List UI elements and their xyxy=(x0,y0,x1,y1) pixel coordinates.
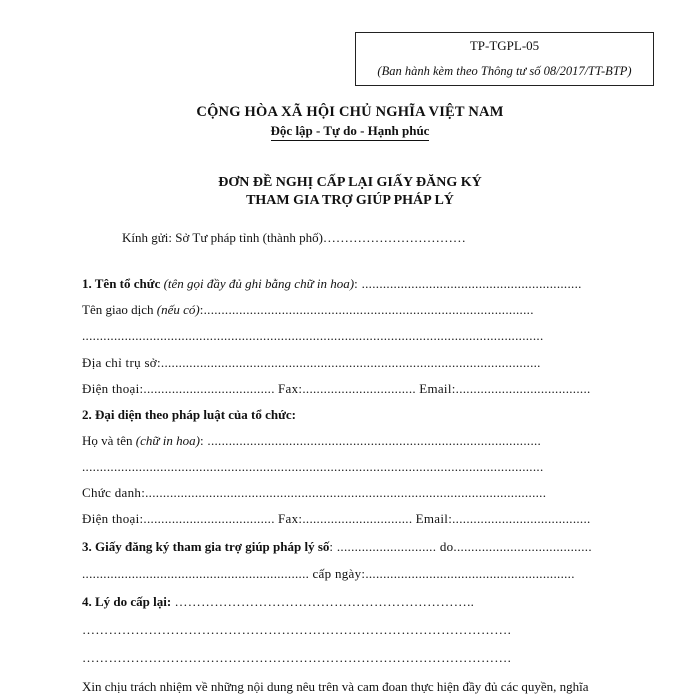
form-title-line2: THAM GIA TRỢ GIÚP PHÁP LÝ xyxy=(246,193,454,208)
issue-date-line[interactable] xyxy=(82,566,575,582)
org-contact-line xyxy=(82,381,591,397)
rep-contact-line xyxy=(82,511,591,527)
issuer-dots: ................................................................ xyxy=(82,566,310,581)
address-field[interactable]: Địa chỉ trụ sở:........................................................................................................... xyxy=(82,355,541,370)
org-fax-field[interactable]: Fax:................................ xyxy=(278,381,416,396)
trade-name-continuation[interactable]: .................................................................................................................................. xyxy=(82,328,544,343)
recipient-line: Kính gửi: Sở Tư pháp tỉnh (thành phố)…………………………… xyxy=(122,230,466,245)
rep-name-field[interactable] xyxy=(82,433,541,449)
org-name-label: 1. Tên tổ chức xyxy=(82,276,161,291)
motto xyxy=(0,123,700,139)
declaration-text: Xin chịu trách nhiệm về những nội dung nêu trên và cam đoan thực hiện đầy đủ các quyền, nghĩa xyxy=(82,679,589,694)
reason-field[interactable] xyxy=(82,594,474,610)
rep-name-hint: (chữ in hoa) xyxy=(135,433,200,448)
reason-line-2[interactable]: ……………………………………………………………………………………. xyxy=(82,622,512,637)
rep-name-continuation[interactable]: .................................................................................................................................. xyxy=(82,459,544,474)
rep-name-dots: : .............................................................................................. xyxy=(199,433,542,448)
rep-name-label: Họ và tên xyxy=(82,433,133,448)
form-code-box xyxy=(355,32,654,86)
form-title xyxy=(0,174,700,210)
reason-label: 4. Lý do cấp lại: xyxy=(82,594,172,609)
rep-email-field[interactable]: Email:....................................... xyxy=(415,511,591,526)
trade-name-hint: (nếu có) xyxy=(156,302,200,317)
reason-dots: ………………………………………………………….. xyxy=(174,594,475,609)
org-name-field[interactable] xyxy=(82,276,582,292)
issuance-note: (Ban hành kèm theo Thông tư số 08/2017/TT-BTP) xyxy=(377,64,632,78)
rep-phone-field[interactable]: Điện thoại:..................................... xyxy=(82,511,275,526)
trade-name-label: Tên giao dịch xyxy=(82,302,154,317)
trade-name-dots: :............................................................................................. xyxy=(199,302,534,317)
registration-dots: : ............................ do....................................... xyxy=(329,539,592,554)
org-phone-field[interactable]: Điện thoại:..................................... xyxy=(82,381,275,396)
rep-fax-field[interactable]: Fax:............................... xyxy=(278,511,413,526)
form-title-line1: ĐƠN ĐỀ NGHỊ CẤP LẠI GIẤY ĐĂNG KÝ xyxy=(218,175,482,190)
org-email-field[interactable]: Email:...................................... xyxy=(419,381,591,396)
reason-line-3[interactable]: ……………………………………………………………………………………. xyxy=(82,650,512,665)
form-code: TP-TGPL-05 xyxy=(469,38,540,53)
org-name-hint: (tên gọi đầy đủ ghi bằng chữ in hoa) xyxy=(163,276,355,291)
legal-rep-heading: 2. Đại diện theo pháp luật của tổ chức: xyxy=(82,407,297,422)
org-name-dots: : .............................................................. xyxy=(354,276,582,291)
issue-date-field: cấp ngày:........................................................... xyxy=(312,566,575,581)
trade-name-field[interactable] xyxy=(82,302,534,318)
nation-heading: CỘNG HÒA XÃ HỘI CHỦ NGHĨA VIỆT NAM xyxy=(196,104,504,120)
position-field[interactable]: Chức danh:................................................................................................................. xyxy=(82,485,547,500)
motto-text: Độc lập - Tự do - Hạnh phúc xyxy=(271,123,430,141)
registration-label: 3. Giấy đăng ký tham gia trợ giúp pháp lý số xyxy=(82,539,330,554)
registration-number-field[interactable] xyxy=(82,539,592,555)
